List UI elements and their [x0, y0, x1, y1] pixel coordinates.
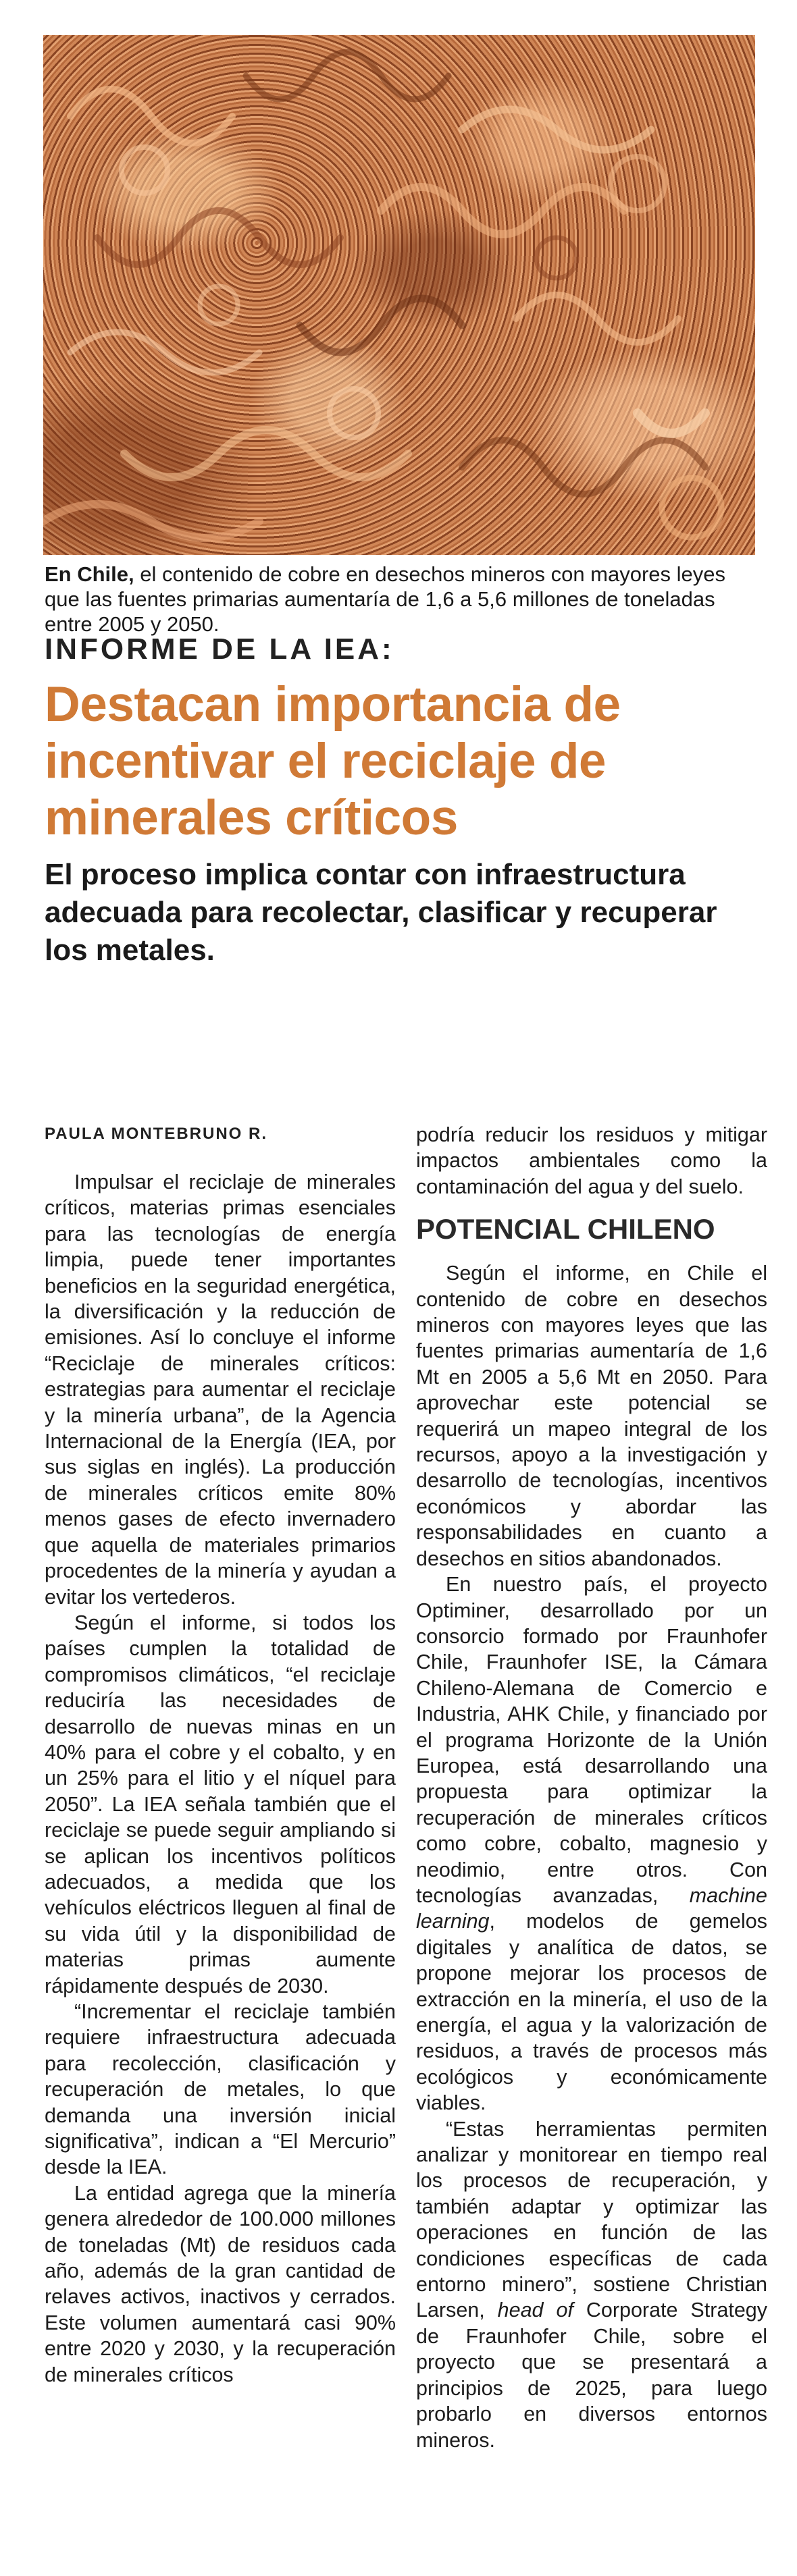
- paragraph: [416, 1572, 767, 2116]
- article-kicker: INFORME DE LA IEA:: [45, 633, 394, 666]
- article-headline: Destacan importancia de incentivar el reciclaje de minerales críticos: [45, 677, 621, 845]
- section-title: POTENCIAL CHILENO: [416, 1213, 715, 1245]
- paragraph-text: En nuestro país, el proyecto Optiminer, desarrollado por un consorcio formado por Fraunhofer Chile, Fraunhofer ISE, la Cámara Chileno-Alemana de Comercio e Industria, AHK Chile, y financiado por el programa Horizonte de la Unión Europea, está desarrollando una propuesta para optimizar la recuperación de minerales críticos como cobre, cobalto, magnesio y neodimio, entre otros. Con tecnologías avanzadas,: [416, 1573, 767, 1907]
- emphasis-text: machine learning: [416, 1883, 767, 1933]
- paragraph: “Incrementar el reciclaje también requiere infraestructura adecuada para recolección, clasificación y recuperación de metales, lo que demanda una inversión inicial significativa”, indican a “El Mercurio” desde la IEA.: [45, 2000, 396, 2179]
- paragraph: [416, 2116, 767, 2453]
- paragraph-text: , modelos de gemelos digitales y analítica de datos, se propone mejorar los procesos de extracción en la minería, el uso de la energía, el agua y la valorización de residuos, a través de procesos más ecológicos y económicamente viables.: [416, 1910, 767, 2115]
- article-column-1: [45, 1169, 396, 2388]
- article-byline: PAULA MONTEBRUNO R.: [45, 1125, 267, 1143]
- paragraph: Según el informe, si todos los países cumplen la totalidad de compromisos climáticos, “el reciclaje reduciría las necesidades de desarrollo de nuevas minas en un 40% para el cobre y el cobalto, y en un 25% para el litio y el níquel para 2050”. La IEA señala también que el reciclaje se puede seguir ampliando si se aplican los incentivos políticos adecuados, a medida que los vehículos eléctricos lleguen al final de su vida útil y la disponibilidad de materias primas aumente rápidamente después de 2030.: [45, 1611, 396, 1997]
- article-column-2: [416, 1122, 767, 2453]
- paragraph: Según el informe, en Chile el contenido de cobre en desechos mineros con mayores leyes que las fuentes primarias aumentaría de 1,6 Mt en 2005 a 5,6 Mt en 2050. Para aprovechar este potencial se requerirá un mapeo integral de los recursos, apoyo a la investigación y desarrollo de tecnologías, incentivos económicos y abordar las responsabilidades en cuanto a desechos en sitios abandonados.: [416, 1262, 767, 1570]
- caption-text: el contenido de cobre en desechos mineros con mayores leyes que las fuentes primarias aumentaría de 1,6 a 5,6 millones de toneladas entre 2005 y 2050.: [45, 562, 726, 636]
- copper-shavings-photo: [43, 35, 755, 555]
- caption-lead: En Chile,: [45, 562, 134, 586]
- paragraph: La entidad agrega que la minería genera alrededor de 100.000 millones de toneladas (Mt) de residuos cada año, además de la gran cantidad de relaves activos, inactivos y cerrados. Este volumen aumentará casi 90% entre 2020 y 2030, y la recuperación de minerales críticos: [45, 2181, 396, 2386]
- article-subhead: El proceso implica contar con infraestructura adecuada para recolectar, clasificar y recuperar los metales.: [45, 858, 717, 967]
- paragraph-continuation: podría reducir los residuos y mitigar impactos ambientales como la contaminación del agua y del suelo.: [416, 1123, 767, 1198]
- emphasis-text: head of: [497, 2299, 573, 2322]
- photo-caption: [45, 562, 754, 637]
- paragraph-text: Corporate Strategy de Fraunhofer Chile, sobre el proyecto que se presentará a principios de 2025, para luego probarlo en diversos entornos mineros.: [416, 2299, 767, 2452]
- paragraph: Impulsar el reciclaje de minerales críticos, materias primas esenciales para las tecnologías de energía limpia, puede tener importantes beneficios en la seguridad energética, la diversificación y la reducción de emisiones. Así lo concluye el informe “Reciclaje de minerales críticos: estrategias para aumentar el reciclaje y la minería urbana”, de la Agencia Internacional de la Energía (IEA, por sus siglas en inglés). La producción de minerales críticos emite 80% menos gases de efecto invernadero que aquella de materiales primarios procedentes de la minería y ayudan a evitar los vertederos.: [45, 1171, 396, 1609]
- paragraph-text: “Estas herramientas permiten analizar y monitorear en tiempo real los procesos de recuperación, y también adaptar y optimizar las operaciones en función de las condiciones específicas de cada entorno minero”, sostiene Christian Larsen,: [416, 2117, 767, 2322]
- copper-curls-illustration: [43, 35, 755, 555]
